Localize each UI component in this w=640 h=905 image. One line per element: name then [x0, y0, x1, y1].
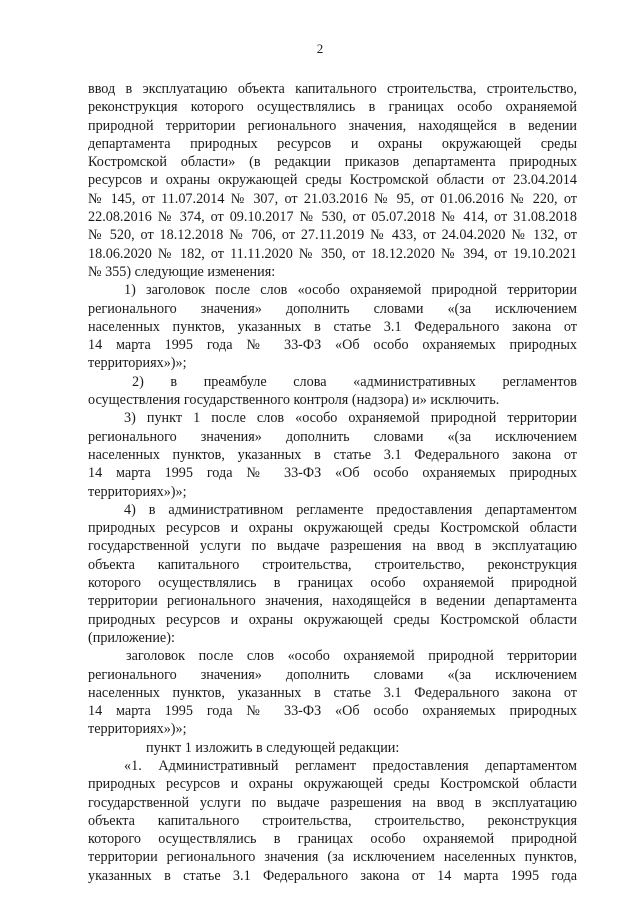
text-line: населенных пунктов, указанных в статье 3.1 Федерального закона от: [88, 318, 577, 335]
text-line: 14 марта 1995 года № 33-ФЗ «Об особо охраняемых природных: [88, 465, 577, 482]
text-line: заголовок после слов «особо охраняемой природной территории: [126, 648, 577, 665]
text-line: регионального значения» дополнить словами «(за исключением: [88, 300, 577, 317]
text-line: 22.08.2016 № 374, от 09.10.2017 № 530, от 05.07.2018 № 414, от 31.08.2018: [88, 209, 577, 226]
document-body: [88, 80, 577, 885]
text-line: природных ресурсов и охраны окружающей среды Костромской области: [88, 611, 577, 628]
text-line: 14 марта 1995 года № 33-ФЗ «Об особо охраняемых природных: [88, 703, 577, 720]
text-line: которого осуществлялись в границах особо охраняемой природной: [88, 575, 577, 592]
text-line: природных ресурсов и охраны окружающей среды Костромской области: [88, 776, 577, 793]
text-line: населенных пунктов, указанных в статье 3.1 Федерального закона от: [88, 446, 577, 463]
text-line: 14 марта 1995 года № 33-ФЗ «Об особо охраняемых природных: [88, 337, 577, 354]
text-line: государственной услуги по выдаче разрешения на ввод в эксплуатацию: [88, 538, 577, 555]
text-line: указанных в статье 3.1 Федерального закона от 14 марта 1995 года: [88, 867, 577, 884]
text-line: природной территории регионального значения, находящейся в ведении: [88, 117, 577, 134]
text-line: 3) пункт 1 после слов «особо охраняемой природной территории: [124, 410, 577, 427]
text-line: № 355) следующие изменения:: [88, 263, 276, 280]
text-line: территории регионального значения, находящейся в ведении департамента: [88, 593, 577, 610]
text-line: осуществления государственного контроля (надзора) и» исключить.: [88, 392, 500, 409]
text-line: объекта капитального строительства, строительство, реконструкция: [88, 556, 577, 573]
text-line: территории регионального значения (за исключением населенных пунктов,: [88, 849, 577, 866]
text-line: ресурсов и охраны окружающей среды Костромской области от 23.04.2014: [88, 172, 577, 189]
text-line: территориях»)»;: [88, 355, 187, 372]
text-line: государственной услуги по выдаче разрешения на ввод в эксплуатацию: [88, 794, 577, 811]
text-line: населенных пунктов, указанных в статье 3.1 Федерального закона от: [88, 684, 577, 701]
text-line: 4) в административном регламенте предоставления департаментом: [124, 501, 577, 518]
text-line: пункт 1 изложить в следующей редакции:: [146, 739, 400, 756]
text-line: ввод в эксплуатацию объекта капитального строительства, строительство,: [88, 81, 577, 97]
text-line: территориях»)»;: [88, 721, 187, 738]
text-line: природных ресурсов и охраны окружающей среды Костромской области: [88, 520, 577, 537]
text-line: Костромской области» (в редакции приказов департамента природных: [88, 154, 577, 171]
page-number: 2: [316, 41, 324, 56]
text-line: которого осуществлялись в границах особо охраняемой природной: [88, 831, 577, 848]
text-line: 2) в преамбуле слова «административных регламентов: [132, 373, 577, 390]
text-line: 18.06.2020 № 182, от 11.11.2020 № 350, от 18.12.2020 № 394, от 19.10.2021: [88, 245, 577, 262]
text-line: 1) заголовок после слов «особо охраняемой природной территории: [124, 282, 577, 299]
text-line: «1. Административный регламент предоставления департаментом: [124, 757, 577, 774]
text-line: регионального значения» дополнить словами «(за исключением: [88, 666, 577, 683]
text-line: № 145, от 11.07.2014 № 307, от 21.03.2016 № 95, от 01.06.2016 № 220, от: [88, 190, 577, 207]
text-line: объекта капитального строительства, строительство, реконструкция: [88, 812, 577, 829]
text-line: департамента природных ресурсов и охраны окружающей среды: [88, 135, 577, 152]
text-line: регионального значения» дополнить словами «(за исключением: [88, 428, 577, 445]
text-line: (приложение):: [88, 629, 175, 646]
text-line: территориях»)»;: [88, 483, 187, 500]
text-line: реконструкция которого осуществлялись в границах особо охраняемой: [88, 99, 577, 116]
text-line: № 520, от 18.12.2018 № 706, от 27.11.2019 № 433, от 24.04.2020 № 132, от: [88, 227, 577, 244]
